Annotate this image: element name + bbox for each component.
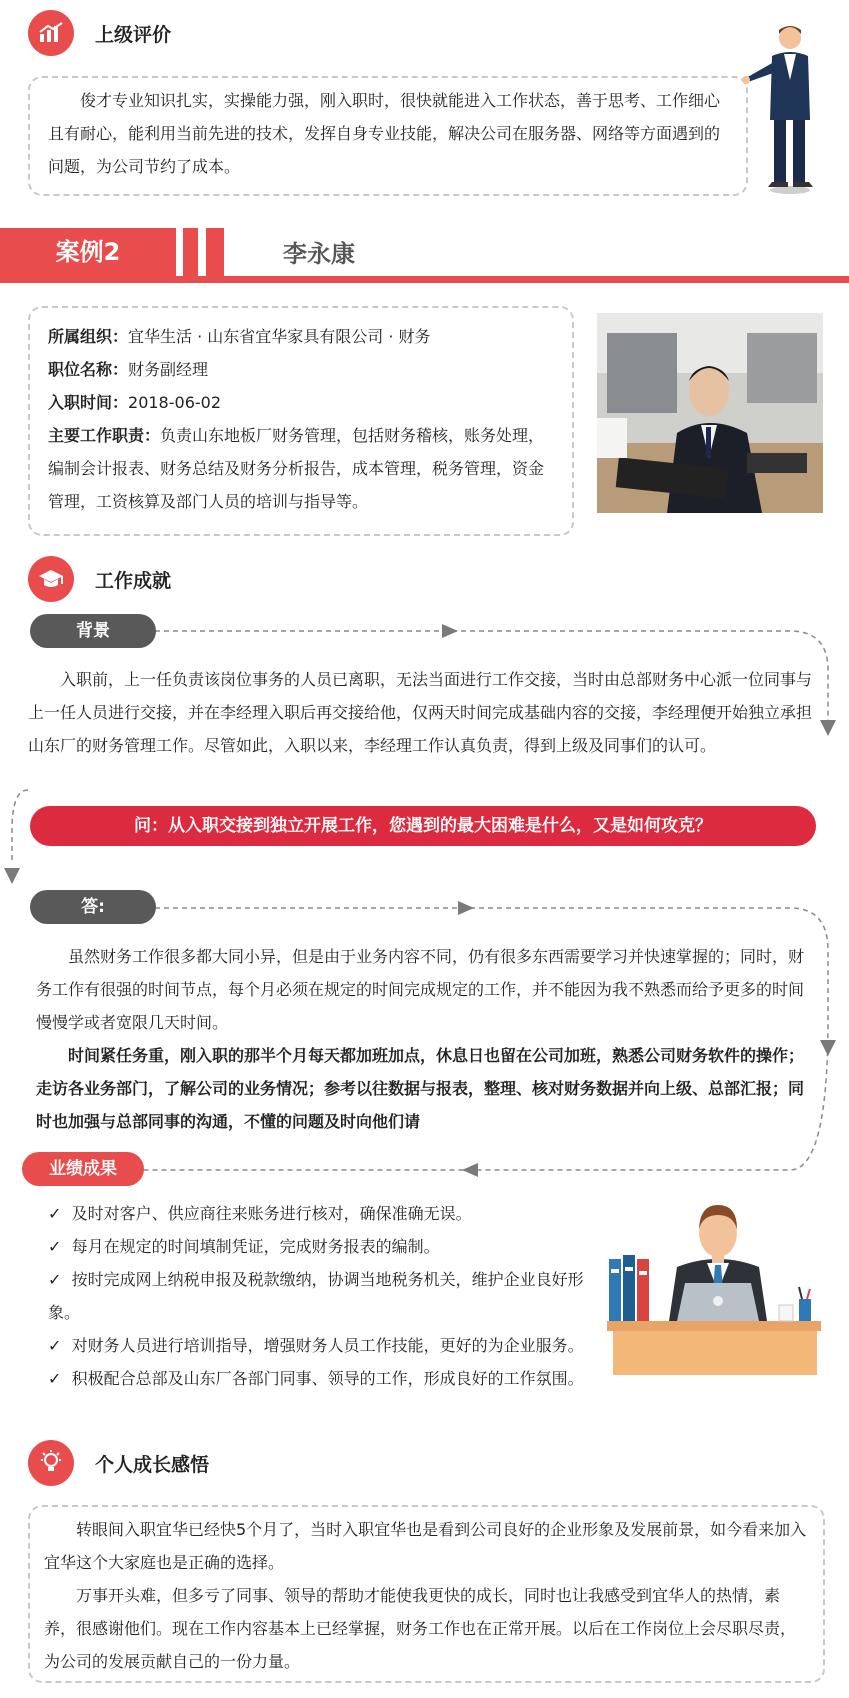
position-value: 财务副经理	[128, 360, 209, 379]
superior-text: 俊才专业知识扎实，实操能力强，刚入职时，很快就能进入工作状态，善于思考、工作细心且有耐心，能利用当前先进的技术，发挥自身专业技能，解决公司在服务器、网络等方面遇到的问题，为公司节约了成本。	[48, 91, 721, 176]
growth-title: 个人成长感悟	[95, 1454, 210, 1476]
background-section	[28, 663, 812, 762]
check-icon: ✓	[48, 1369, 72, 1388]
achievement-title: 工作成就	[95, 570, 172, 592]
check-icon: ✓	[48, 1336, 72, 1355]
standing-man-illustration	[738, 20, 828, 195]
answer-paragraph-2: 时间紧任务重，刚入职的那半个月每天都加班加点，休息日也留在公司加班，熟悉公司财务软件的操作；走访各业务部门，了解公司的业务情况；参考以往数据与报表，整理、核对财务数据并向上级、总部汇报；同时也加强与总部同事的沟通，不懂的问题及时向他们请	[36, 1046, 805, 1131]
lightbulb-icon	[28, 1440, 74, 1486]
growth-paragraph-2: 万事开头难，但多亏了同事、领导的帮助才能使我更快的成长，同时也让我感受到宜华人的热情，素养，很感谢他们。现在工作内容基本上已经掌握，财务工作也在正常开展。以后在工作岗位上会尽职尽责，为公司的发展贡献自己的一份力量。	[44, 1586, 797, 1671]
results-list	[48, 1197, 596, 1395]
position-label: 职位名称：	[48, 360, 129, 379]
list-item: ✓ 积极配合总部及山东厂各部门同事、领导的工作，形成良好的工作氛围。	[48, 1369, 584, 1388]
case-person-name: 李永康	[283, 240, 355, 268]
answer-paragraph-1: 虽然财务工作很多都大同小异，但是由于业务内容不同，仍有很多东西需要学习并快速掌握的；同时，财务工作有很强的时间节点，每个月必须在规定的时间完成规定的工作，并不能因为我不熟悉而给予更多的时间慢慢学或者宽限几天时间。	[36, 947, 805, 1032]
list-item: ✓ 每月在规定的时间填制凭证，完成财务报表的编制。	[48, 1237, 440, 1256]
duty-value: 负责山东地板厂财务管理，包括财务稽核，账务处理，编制会计报表、财务总结及财务分析报告，成本管理，税务管理，资金管理，工资核算及部门人员的培训与指导等。	[48, 426, 545, 511]
check-icon: ✓	[48, 1204, 72, 1223]
superior-title: 上级评价	[95, 24, 172, 46]
answer-label: 答:	[30, 890, 156, 924]
superior-box	[28, 76, 748, 196]
list-item: ✓ 及时对客户、供应商往来账务进行核对，确保准确无误。	[48, 1204, 472, 1223]
banner-stripe	[183, 228, 198, 276]
chart-icon	[28, 10, 74, 56]
employee-photo	[597, 313, 823, 513]
case-label: 案例2	[0, 228, 176, 276]
results-label: 业绩成果	[22, 1152, 144, 1186]
list-item: ✓ 对财务人员进行培训指导，增强财务人员工作技能，更好的为企业服务。	[48, 1336, 584, 1355]
graduation-cap-icon	[28, 556, 74, 602]
banner-line	[0, 276, 849, 283]
background-text: 入职前，上一任负责该岗位事务的人员已离职，无法当面进行工作交接，当时由总部财务中心派一位同事与上一任人员进行交接，并在李经理入职后再交接给他，仅两天时间完成基础内容的交接，李经理便开始独立承担山东厂的财务管理工作。尽管如此，入职以来，李经理工作认真负责，得到上级及同事们的认可。	[28, 670, 813, 755]
check-icon: ✓	[48, 1270, 72, 1289]
hire-date-label: 入职时间：	[48, 393, 129, 412]
desk-worker-illustration	[603, 1193, 825, 1378]
hire-date-value: 2018-06-02	[128, 393, 221, 412]
question-banner: 问：从入职交接到独立开展工作，您遇到的最大困难是什么，又是如何攻克？	[30, 806, 816, 846]
answer-section	[36, 940, 806, 1132]
growth-box	[28, 1505, 825, 1683]
list-item: ✓ 按时完成网上纳税申报及税款缴纳，协调当地税务机关，维护企业良好形象。	[48, 1270, 584, 1322]
duty-label: 主要工作职责：	[48, 426, 161, 445]
profile-box	[28, 306, 574, 536]
growth-paragraph-1: 转眼间入职宜华已经快5个月了，当时入职宜华也是看到公司良好的企业形象及发展前景，如今看来加入宜华这个大家庭也是正确的选择。	[44, 1520, 807, 1572]
background-label: 背景	[30, 614, 156, 648]
check-icon: ✓	[48, 1237, 72, 1256]
banner-stripe	[206, 228, 224, 276]
org-value: 宜华生活 · 山东省宜华家具有限公司 · 财务	[128, 327, 431, 346]
org-label: 所属组织：	[48, 327, 129, 346]
